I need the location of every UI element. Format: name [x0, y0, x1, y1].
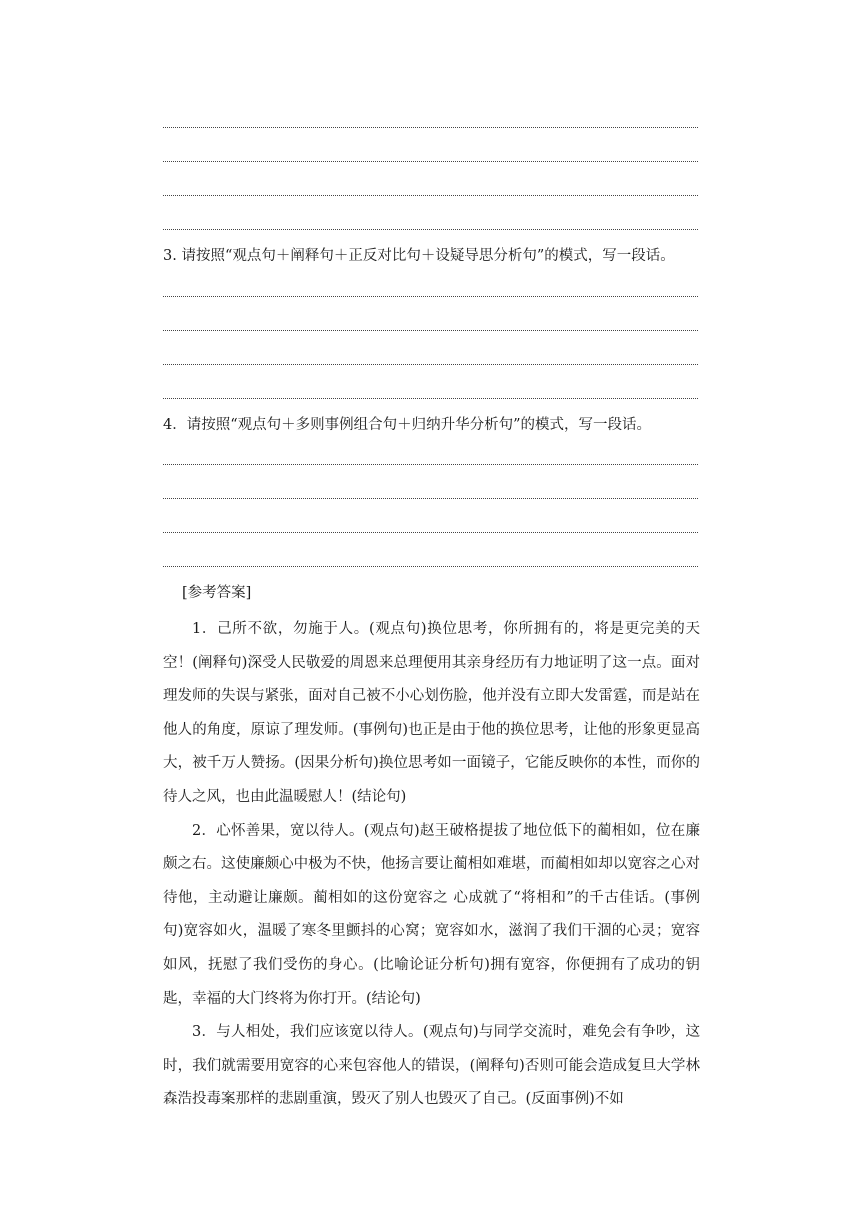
question-4: 4．请按照“观点句＋多则事例组合句＋归纳升华分析句”的模式，写一段话。 — [163, 417, 652, 433]
reference-answers — [163, 613, 700, 1117]
answer-blank-line — [163, 566, 698, 567]
answer-paragraph-1: 1．己所不欲，勿施于人。(观点句)换位思考，你所拥有的，将是更完美的天空！(阐释句)深受人民敬爱的周恩来总理便用其亲身经历有力地证明了这一点。面对理发师的失误与紧张，面对自己被不小心划伤脸，他并没有立即大发雷霆，而是站在他人的角度，原谅了理发师。(事例句)也正是由于他的换位思考，让他的形象更显高大，被千万人赞扬。(因果分析句)换位思考如一面镜子，它能反映你的本性，而你的待人之风，也由此温暖慰人！(结论句) — [163, 621, 700, 805]
question-3: 3. 请按照“观点句＋阐释句＋正反对比句＋设疑导思分析句”的模式，写一段话。 — [163, 248, 675, 264]
answer-blank-line — [163, 398, 698, 399]
answer-paragraph-2: 2．心怀善果，宽以待人。(观点句)赵王破格提拔了地位低下的蔺相如，位在廉颇之右。这使廉颇心中极为不快，他扬言要让蔺相如难堪，而蔺相如却以宽容之心对待他，主动避让廉颇。蔺相如的这份宽容之 心成就了“将相和”的千古佳话。(事例句)宽容如火，温暖了寒冬里颤抖的心窝；宽容如水，滋润了我们干涸的心灵；宽容如风，抚慰了我们受伤的身心。(比喻论证分析句)拥有宽容，你便拥有了成功的钥匙，幸福的大门终将为你打开。(结论句) — [163, 822, 700, 1007]
answer-blank-line — [163, 229, 698, 230]
answer-blank-line — [163, 464, 698, 465]
answer-blank-line — [163, 127, 698, 128]
reference-answer-heading: [参考答案] — [182, 585, 252, 601]
answer-blank-line — [163, 330, 698, 331]
answer-blank-line — [163, 498, 698, 499]
answer-blank-line — [163, 532, 698, 533]
answer-blank-line — [163, 161, 698, 162]
answer-blank-line — [163, 195, 698, 196]
answer-blank-line — [163, 296, 698, 297]
answer-blank-line — [163, 364, 698, 365]
answer-paragraph-3: 3．与人相处，我们应该宽以待人。(观点句)与同学交流时，难免会有争吵，这时，我们就需要用宽容的心来包容他人的错误，(阐释句)否则可能会造成复旦大学林森浩投毒案那样的悲剧重演，毁灭了别人也毁灭了自己。(反面事例)不如 — [163, 1024, 700, 1108]
